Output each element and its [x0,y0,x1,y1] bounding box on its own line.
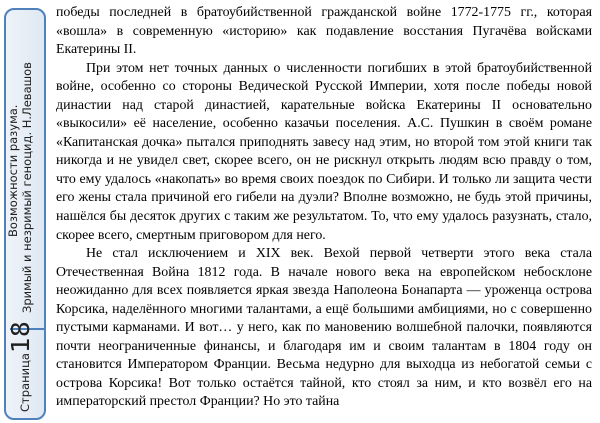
sidebar-book-title: Возможности разума. [6,104,20,237]
sidebar-book-subtitle: Зримый и незримый геноцид. Н.Левашов [20,62,34,313]
paragraph-3: Не стал исключением и XIX век. Вехой первой четверти этого века стала Отечественная Война 1812 года. В начале нового века на европейском небосклоне неожиданно для всех появляется яркая звезда Наполеона Бонапарта — уроженца острова Корсика, наделённого многими талантами, а ещё большими амбициями, но с совершенно пустыми карманами. И вот… у него, как по мановению волшебной палочки, появляются почти неограниченные финансы, и благодаря им и своим талантам в 1804 году он становится Императором Франции. Весьма недурно для выходца из небогатой семьи с острова Корсика! Вот только остаётся тайной, кто стоял за ним, и кто возвёл его на императорский престол Франции? Но это тайна [56,246,592,410]
paragraph-2: При этом нет точных данных о численности погибших в этой братоубийственной войне, особенно со стороны Ведической Русской Империи, хотя после победы новой династии над старой династией, карательные войска Екатерины II основательно «выкосили» её население, особенно казачьи поселения. А.С. Пушкин в своём романе «Капитанская дочка» пытался приподнять завесу над этим, но второй том этой книги так никогда и не увидел свет, скорее всего, он не рискнул открыть людям всю правду о том, что ему удалось «накопать» во время своих поездок по Сибири. И только ли защита чести его жены стала причиной его гибели на дуэли? Вполне возможно, не будь этой причины, нашёлся бы десяток других с таким же результатом. То, что ему удалось разузнать, стало, скорее всего, смертным приговором для него. [56,60,592,243]
paragraph-1: победы последней в братоубийственной гражданской войне 1772-1775 гг., которая «вошла» в современную «историю» как подавление восстания Пугачёва войсками Екатерины II. [56,5,592,58]
page-number: 18 [6,321,35,354]
sidebar-page-indicator [8,321,38,412]
page-label: Страница [18,353,32,412]
main-text [56,4,592,420]
